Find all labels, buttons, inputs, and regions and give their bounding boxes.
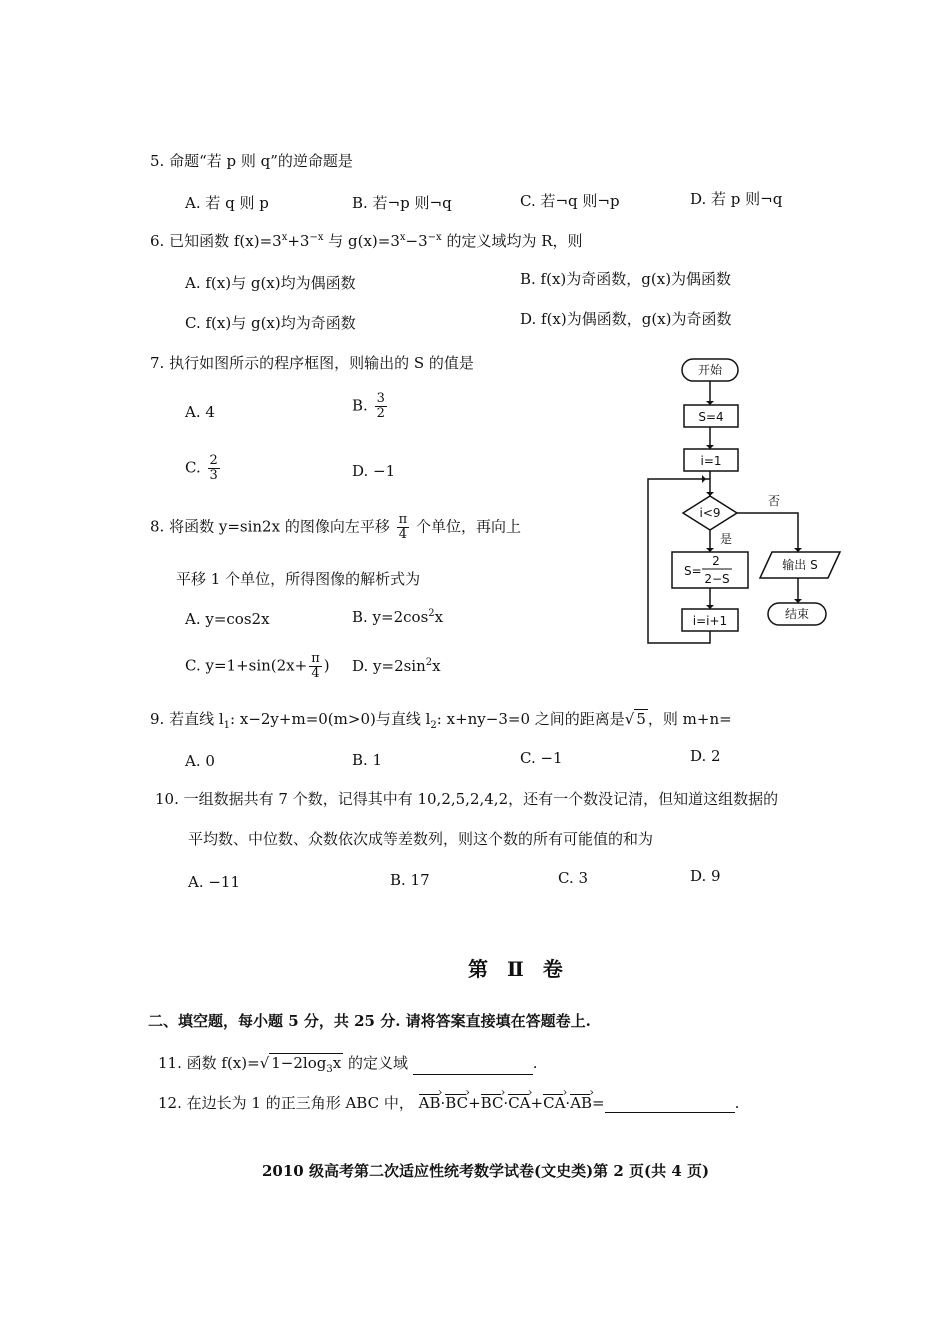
question-12: 12. 在边长为 1 的正三角形 ABC 中， AB ›·BC ›+BC ›·CA ›+CA ›·AB ›= . <box>158 1092 739 1113</box>
q7-option-d: D. −1 <box>352 462 396 480</box>
flow-output-label: 输出 S <box>782 558 818 572</box>
question-6-stem: 6. 已知函数 $f(x)=3^x+3^{-x}$ 与 $g(x)=3^x-3^{-x}$ 的定义域均为 R，则 <box>150 232 583 250</box>
question-8-stem: 8. 将函数 y=sin2x 的图像向左平移 $\frac{\pi}{4}$ 个单位，再向上 <box>150 512 521 542</box>
flow-start-label: 开始 <box>697 363 723 377</box>
question-10-line1: 10. 一组数据共有 7 个数，记得其中有 10,2,5,2,4,2，还有一个数没记清，但知道这组数据的 <box>155 790 779 808</box>
flow-assign-prefix: S= <box>684 564 702 578</box>
q11-answer-blank[interactable] <box>413 1060 533 1075</box>
q12-answer-blank[interactable] <box>605 1098 735 1113</box>
flow-yes-label: 是 <box>720 532 733 546</box>
q5-option-d: D. 若 p 则¬q <box>690 190 783 208</box>
q10-option-d: D. 9 <box>690 867 721 885</box>
q9-option-c: C. −1 <box>520 749 563 767</box>
q6-option-d: D. f(x)为偶函数，g(x)为奇函数 <box>520 310 732 328</box>
q7-option-c: C. $\frac{2}{3}$ <box>185 453 218 483</box>
flow-condition-label: i<9 <box>699 506 721 520</box>
q10-option-b: B. 17 <box>390 871 430 889</box>
q8-option-d: D. $y=2\sin^2x$ <box>352 657 441 675</box>
question-8-line2: 平移 1 个单位，所得图像的解析式为 <box>176 570 421 588</box>
q10-option-a: A. −11 <box>188 873 241 891</box>
q7-option-a: A. 4 <box>185 403 215 421</box>
q6-option-a: A. f(x)与 g(x)均为偶函数 <box>185 274 356 292</box>
flow-assign-denominator: 2−S <box>704 572 730 586</box>
flow-no-label: 否 <box>768 494 781 508</box>
q6-option-b: B. f(x)为奇函数，g(x)为偶函数 <box>520 270 732 288</box>
q10-option-c: C. 3 <box>558 869 589 887</box>
q7-option-b: B. $\frac{3}{2}$ <box>352 391 385 421</box>
q5-option-a: A. 若 q 则 p <box>185 194 269 212</box>
flow-end-label: 结束 <box>784 607 810 621</box>
question-11: 11. 函数 f(x)=√ $1-2\log_3x$ 的定义域 . <box>158 1054 538 1075</box>
flow-s4-label: S=4 <box>698 410 724 424</box>
question-10-line2: 平均数、中位数、众数依次成等差数列，则这个数的所有可能值的和为 <box>188 830 654 848</box>
flow-i1-label: i=1 <box>700 454 722 468</box>
q9-option-a: A. 0 <box>185 752 215 770</box>
question-5-stem: 5. 命题“若 p 则 q”的逆命题是 <box>150 152 353 170</box>
q6-option-c: C. f(x)与 g(x)均为奇函数 <box>185 314 356 332</box>
q8-option-c: C. y=1+sin(2x+ $\frac{\pi}{4}$ ) <box>185 651 330 681</box>
flow-increment-label: i=i+1 <box>692 614 728 628</box>
q5-option-c: C. 若¬q 则¬p <box>520 192 620 210</box>
program-flowchart <box>640 355 860 655</box>
q9-option-d: D. 2 <box>690 747 721 765</box>
q9-option-b: B. 1 <box>352 751 383 769</box>
part-two-title: 第 Ⅱ 卷 <box>468 957 569 981</box>
q8-option-b: B. $y=2\cos^2x$ <box>352 608 444 626</box>
fill-in-section-header: 二、填空题，每小题 5 分，共 25 分. 请将答案直接填在答题卷上. <box>148 1012 591 1030</box>
question-9-stem: 9. 若直线 $l_1$: x−2y+m=0(m>0)与直线 $l_2$: x+ny−3=0 之间的距离是√ 5 ，则 m+n= <box>150 710 732 731</box>
question-7-stem: 7. 执行如图所示的程序框图，则输出的 S 的值是 <box>150 354 474 372</box>
q5-option-b: B. 若¬p 则¬q <box>352 194 452 212</box>
flow-assign-numerator: 2 <box>712 554 720 568</box>
page-footer: 2010 级高考第二次适应性统考数学试卷(文史类)第 2 页(共 4 页) <box>262 1162 710 1180</box>
q8-option-a: A. y=cos2x <box>185 610 270 628</box>
